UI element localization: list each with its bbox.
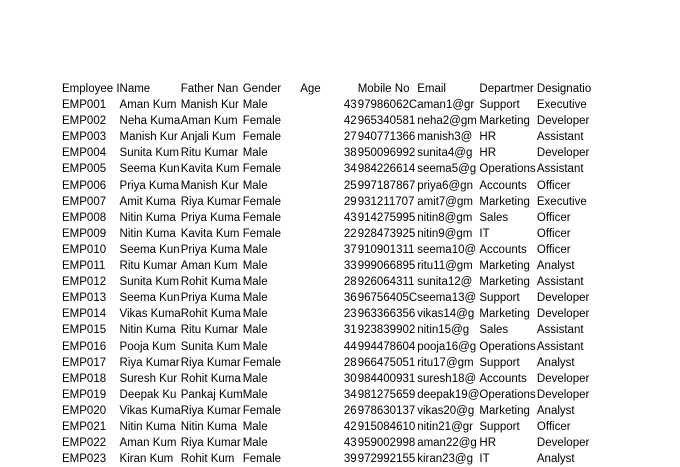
cell-name[interactable]: Deepak Ku [119,388,177,401]
employee-table [62,81,594,467]
cell-email[interactable]: nitin8@gm [417,211,473,224]
cell-designation[interactable]: Assistant [536,340,584,353]
cell-employee-id[interactable]: EMP014 [62,308,107,321]
cell-employee-id[interactable]: EMP017 [62,356,107,369]
cell-age[interactable]: 43 [343,211,357,224]
cell-mobile-no[interactable]: 959002998 [357,437,416,450]
table-row [62,371,594,387]
cell-name[interactable]: Pooja Kum [119,340,176,353]
cell-age[interactable]: 28 [343,276,357,289]
cell-department[interactable]: Sales [479,211,509,224]
table-row [62,129,594,145]
table-row [62,274,594,290]
cell-department[interactable]: HR [479,147,497,160]
cell-gender[interactable]: Male [242,372,268,385]
cell-department[interactable]: IT [479,453,490,466]
cell-age[interactable]: 28 [343,356,357,369]
cell-email[interactable]: neha2@gm [417,115,477,128]
cell-name[interactable]: Vikas Kuma [119,308,181,321]
cell-department[interactable]: Support [479,356,520,369]
cell-department[interactable]: HR [479,131,497,144]
cell-father-name[interactable]: Manish Kur [180,99,239,112]
cell-employee-id[interactable]: EMP015 [62,324,107,337]
cell-department[interactable]: Accounts [479,179,527,192]
cell-department[interactable]: Support [479,99,520,112]
cell-gender[interactable]: Male [242,276,268,289]
cell-department[interactable]: Marketing [479,404,530,417]
cell-age[interactable]: 38 [343,147,357,160]
cell-employee-id[interactable]: EMP020 [62,404,107,417]
cell-designation[interactable]: Officer [536,179,571,192]
table-row [62,226,594,242]
cell-name[interactable]: Manish Kur [119,131,178,144]
cell-mobile-no[interactable]: 984226614 [357,163,416,176]
cell-email[interactable]: pooja16@g [417,340,477,353]
cell-father-name[interactable]: Priya Kuma [180,243,241,256]
cell-name[interactable]: Suresh Kur [119,372,178,385]
cell-employee-id[interactable]: EMP007 [62,195,107,208]
cell-employee-id[interactable]: EMP012 [62,276,107,289]
cell-mobile-no[interactable]: 965340581 [357,115,416,128]
cell-name[interactable]: Sunita Kum [119,147,179,160]
cell-age[interactable]: 27 [343,131,357,144]
cell-age[interactable]: 34 [343,163,357,176]
cell-father-name[interactable]: Priya Kuma [180,211,241,224]
table-row [62,290,594,306]
cell-designation[interactable]: Assistant [536,163,584,176]
cell-designation[interactable]: Analyst [536,404,575,417]
table-row [62,194,594,210]
cell-name[interactable]: Riya Kumar [119,356,180,369]
cell-email[interactable]: seema13@ [417,292,477,305]
table-row [62,210,594,226]
cell-employee-id[interactable]: EMP003 [62,131,107,144]
header-name[interactable]: Name [119,83,151,95]
cell-mobile-no[interactable]: 914275995 [357,211,416,224]
table-row [62,178,594,194]
header-designation[interactable]: Designatio [536,83,592,95]
header-email[interactable]: Email [417,83,446,95]
cell-email[interactable]: ritu17@gm [417,356,474,369]
cell-age[interactable]: 43 [343,437,357,450]
cell-mobile-no[interactable]: 97986062C [357,99,418,112]
table-row [62,306,594,322]
cell-mobile-no[interactable]: 915084610 [357,420,416,433]
cell-age[interactable]: 42 [343,115,357,128]
cell-father-name[interactable]: Riya Kumar [180,356,241,369]
cell-father-name[interactable]: Rohit Kuma [180,372,241,385]
cell-designation[interactable]: Officer [536,227,571,240]
cell-gender[interactable]: Male [242,147,268,160]
cell-department[interactable]: Operations [479,163,536,176]
cell-designation[interactable]: Developer [536,292,590,305]
cell-mobile-no[interactable]: 981275659 [357,388,416,401]
cell-email[interactable]: aman22@g [417,437,477,450]
cell-father-name[interactable]: Ritu Kumar [180,147,239,160]
cell-age[interactable]: 37 [343,243,357,256]
cell-age[interactable]: 26 [343,404,357,417]
cell-name[interactable]: Nitin Kuma [119,420,176,433]
cell-mobile-no[interactable]: 966475051 [357,356,416,369]
cell-name[interactable]: Vikas Kuma [119,404,181,417]
cell-department[interactable]: Sales [479,324,509,337]
cell-gender[interactable]: Male [242,437,268,450]
cell-name[interactable]: Seema Kun [119,292,180,305]
cell-department[interactable]: Marketing [479,195,530,208]
cell-mobile-no[interactable]: 994478604 [357,340,416,353]
cell-father-name[interactable]: Nitin Kuma [180,420,237,433]
cell-gender[interactable]: Male [242,260,268,273]
cell-mobile-no[interactable]: 963366356 [357,308,416,321]
cell-email[interactable]: seema5@g [417,163,477,176]
cell-age[interactable]: 29 [343,195,357,208]
cell-father-name[interactable]: Rohit Kuma [180,308,241,321]
cell-designation[interactable]: Developer [536,437,590,450]
cell-age[interactable]: 44 [343,340,357,353]
cell-name[interactable]: Priya Kuma [119,179,179,192]
cell-email[interactable]: nitin21@gr [417,420,473,433]
cell-gender[interactable]: Male [242,324,268,337]
cell-employee-id[interactable]: EMP004 [62,147,107,160]
cell-department[interactable]: Support [479,292,520,305]
cell-gender[interactable]: Male [242,99,268,112]
cell-designation[interactable]: Executive [536,99,587,112]
cell-mobile-no[interactable]: 978630137 [357,404,416,417]
cell-mobile-no[interactable]: 950096992 [357,147,416,160]
cell-designation[interactable]: Developer [536,115,590,128]
cell-name[interactable]: Nitin Kuma [119,211,176,224]
cell-gender[interactable]: Female [242,195,282,208]
cell-designation[interactable]: Assistant [536,131,584,144]
cell-name[interactable]: Nitin Kuma [119,227,176,240]
cell-designation[interactable]: Assistant [536,324,584,337]
cell-father-name[interactable]: Sunita Kum [180,340,241,353]
cell-email[interactable]: suresh18@ [417,372,477,385]
cell-gender[interactable]: Female [242,356,282,369]
cell-name[interactable]: Aman Kum [119,99,177,112]
cell-email[interactable]: nitin9@gm [417,227,473,240]
cell-department[interactable]: Operations [479,340,536,353]
cell-designation[interactable]: Analyst [536,453,575,466]
cell-mobile-no[interactable]: 940771366 [357,131,416,144]
cell-employee-id[interactable]: EMP023 [62,453,107,466]
cell-age[interactable]: 22 [343,227,357,240]
cell-father-name[interactable]: Priya Kuma [180,292,241,305]
cell-age[interactable]: 31 [343,324,357,337]
cell-father-name[interactable]: Rohit Kuma [180,276,241,289]
cell-email[interactable]: vikas14@g [417,308,475,321]
table-row [62,355,594,371]
cell-age[interactable]: 25 [343,179,357,192]
cell-father-name[interactable]: Kavita Kum [180,227,240,240]
cell-department[interactable]: HR [479,437,497,450]
cell-name[interactable]: Kiran Kum [119,453,174,466]
cell-mobile-no[interactable]: 923839902 [357,324,416,337]
cell-email[interactable]: kiran23@g [417,453,473,466]
cell-designation[interactable]: Executive [536,195,587,208]
cell-designation[interactable]: Officer [536,420,571,433]
cell-employee-id[interactable]: EMP011 [62,260,106,273]
cell-mobile-no[interactable]: 910901311 [357,243,415,256]
cell-name[interactable]: Seema Kun [119,243,180,256]
header-department[interactable]: Departmer [479,83,534,95]
cell-email[interactable]: priya6@gn [417,179,473,192]
cell-email[interactable]: manish3@ [417,131,473,144]
cell-age[interactable]: 39 [343,453,357,466]
cell-email[interactable]: nitin15@g [417,324,470,337]
table-row [62,97,594,113]
cell-age[interactable]: 23 [343,308,357,321]
cell-gender[interactable]: Male [242,388,268,401]
cell-name[interactable]: Aman Kum [119,437,177,450]
cell-mobile-no[interactable]: 928473925 [357,227,416,240]
cell-mobile-no[interactable]: 999066895 [357,260,416,273]
cell-gender[interactable]: Male [242,340,268,353]
table-row [62,242,594,258]
cell-employee-id[interactable]: EMP006 [62,179,107,192]
cell-gender[interactable]: Female [242,131,282,144]
cell-email[interactable]: deepak19@ [417,388,480,401]
cell-gender[interactable]: Female [242,211,282,224]
header-father-name[interactable]: Father Nan [180,83,239,95]
cell-employee-id[interactable]: EMP021 [62,420,107,433]
cell-age[interactable]: 30 [343,372,357,385]
cell-age[interactable]: 42 [343,420,357,433]
cell-gender[interactable]: Male [242,179,268,192]
cell-mobile-no[interactable]: 997187867 [357,179,416,192]
cell-gender[interactable]: Female [242,453,282,466]
cell-designation[interactable]: Developer [536,372,590,385]
cell-department[interactable]: Marketing [479,276,530,289]
cell-gender[interactable]: Female [242,163,282,176]
header-employee-id[interactable]: Employee I [62,83,120,95]
cell-department[interactable]: Marketing [479,115,530,128]
cell-employee-id[interactable]: EMP016 [62,340,107,353]
table-row [62,113,594,129]
cell-employee-id[interactable]: EMP005 [62,163,107,176]
cell-name[interactable]: Amit Kuma [119,195,176,208]
cell-age[interactable]: 43 [343,99,357,112]
cell-name[interactable]: Seema Kun [119,163,180,176]
cell-employee-id[interactable]: EMP001 [62,99,107,112]
cell-designation[interactable]: Developer [536,308,590,321]
cell-gender[interactable]: Male [242,308,268,321]
cell-designation[interactable]: Developer [536,388,590,401]
cell-gender[interactable]: Male [242,243,268,256]
cell-age[interactable]: 34 [343,388,357,401]
cell-father-name[interactable]: Riya Kumar [180,195,241,208]
table-row [62,339,594,355]
header-mobile-no[interactable]: Mobile No [357,83,410,95]
cell-email[interactable]: sunita12@ [417,276,473,289]
cell-employee-id[interactable]: EMP019 [62,388,107,401]
cell-father-name[interactable]: Anjali Kum [180,131,236,144]
cell-department[interactable]: Operations [479,388,536,401]
cell-father-name[interactable]: Aman Kum [180,260,238,273]
cell-employee-id[interactable]: EMP009 [62,227,107,240]
cell-father-name[interactable]: Aman Kum [180,115,238,128]
table-row [62,451,594,467]
cell-age[interactable]: 33 [343,260,357,273]
cell-name[interactable]: Nitin Kuma [119,324,176,337]
cell-name[interactable]: Ritu Kumar [119,260,178,273]
cell-email[interactable]: aman1@gr [417,99,475,112]
cell-designation[interactable]: Officer [536,243,571,256]
table-row [62,322,594,338]
table-row [62,387,594,403]
cell-department[interactable]: Accounts [479,372,527,385]
cell-name[interactable]: Neha Kuma [119,115,181,128]
cell-employee-id[interactable]: EMP013 [62,292,107,305]
table-row [62,258,594,274]
cell-mobile-no[interactable]: 931211707 [357,195,415,208]
cell-employee-id[interactable]: EMP002 [62,115,107,128]
cell-mobile-no[interactable]: 972992155 [357,453,416,466]
cell-gender[interactable]: Male [242,292,268,305]
header-row [62,81,594,97]
cell-email[interactable]: vikas20@g [417,404,475,417]
cell-department[interactable]: Support [479,420,520,433]
table-row [62,435,594,451]
cell-father-name[interactable]: Rohit Kum [180,453,235,466]
cell-age[interactable]: 36 [343,292,357,305]
cell-father-name[interactable]: Pankaj Kum [180,388,243,401]
cell-gender[interactable]: Female [242,115,282,128]
cell-gender[interactable]: Female [242,227,282,240]
cell-father-name[interactable]: Ritu Kumar [180,324,239,337]
cell-father-name[interactable]: Kavita Kum [180,163,240,176]
cell-gender[interactable]: Male [242,420,268,433]
cell-department[interactable]: IT [479,227,490,240]
cell-name[interactable]: Sunita Kum [119,276,179,289]
table-row [62,419,594,435]
cell-father-name[interactable]: Riya Kumar [180,437,241,450]
header-gender[interactable]: Gender [242,83,282,95]
cell-mobile-no[interactable]: 96756405C [357,292,418,305]
cell-employee-id[interactable]: EMP022 [62,437,107,450]
table-row [62,161,594,177]
table-body [62,97,594,467]
cell-email[interactable]: seema10@ [417,243,477,256]
cell-department[interactable]: Marketing [479,260,530,273]
cell-designation[interactable]: Analyst [536,260,575,273]
cell-email[interactable]: amit7@gm [417,195,473,208]
cell-email[interactable]: ritu11@gm [417,260,473,273]
cell-designation[interactable]: Analyst [536,356,575,369]
cell-mobile-no[interactable]: 926064311 [357,276,415,289]
cell-employee-id[interactable]: EMP018 [62,372,107,385]
cell-employee-id[interactable]: EMP010 [62,243,107,256]
cell-department[interactable]: Marketing [479,308,530,321]
cell-employee-id[interactable]: EMP008 [62,211,107,224]
table-row [62,145,594,161]
header-age[interactable]: Age [300,83,321,95]
cell-email[interactable]: sunita4@g [417,147,473,160]
cell-designation[interactable]: Assistant [536,276,584,289]
cell-gender[interactable]: Female [242,404,282,417]
cell-designation[interactable]: Officer [536,211,571,224]
table-row [62,403,594,419]
cell-department[interactable]: Accounts [479,243,527,256]
cell-father-name[interactable]: Manish Kur [180,179,239,192]
cell-father-name[interactable]: Riya Kumar [180,404,241,417]
cell-mobile-no[interactable]: 984400931 [357,372,416,385]
cell-designation[interactable]: Developer [536,147,590,160]
